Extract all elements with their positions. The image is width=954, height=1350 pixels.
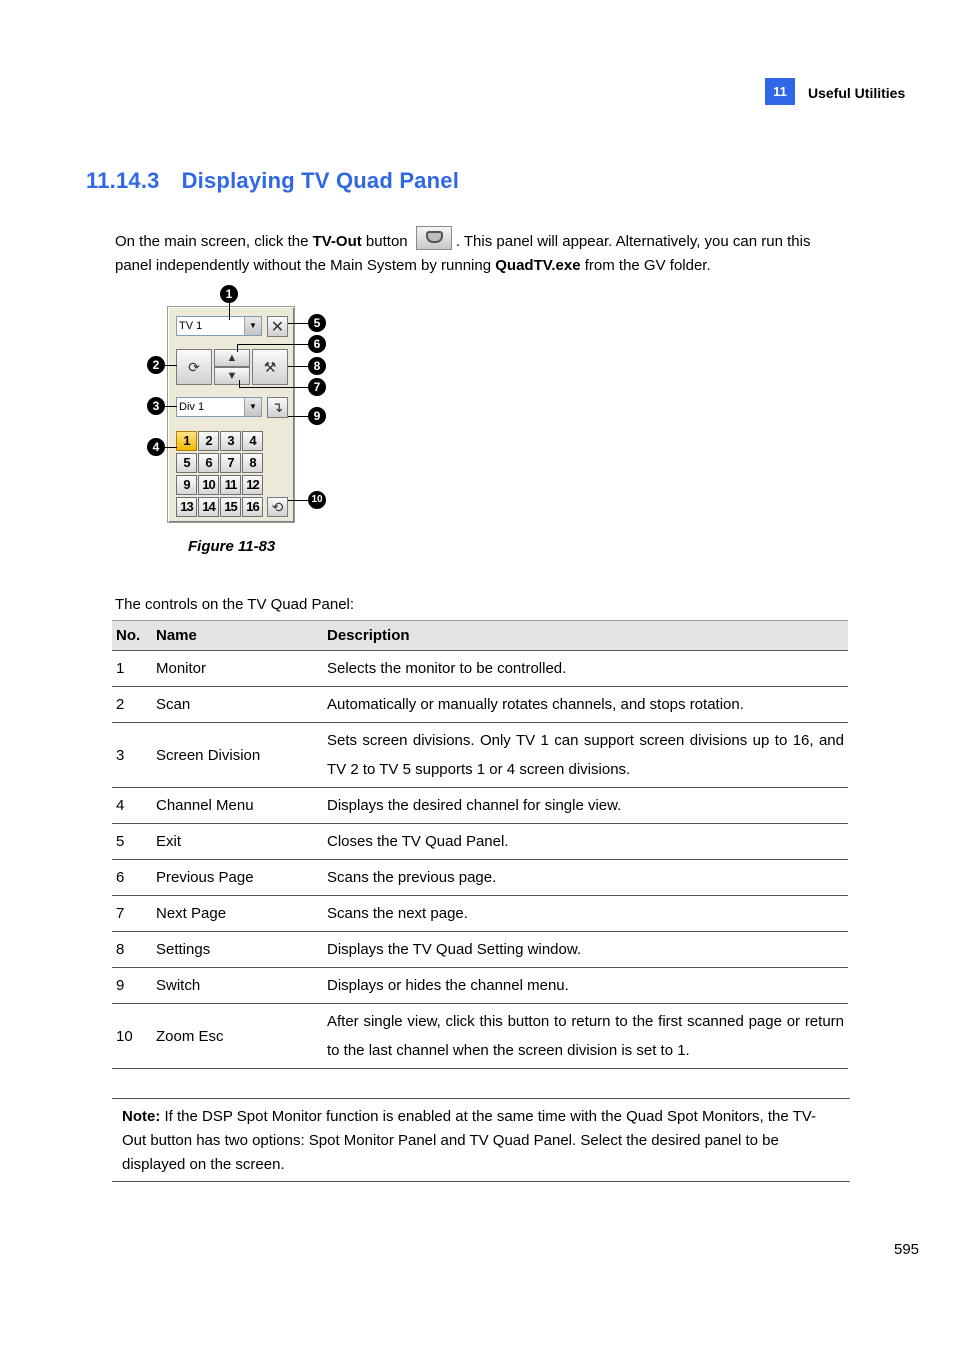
row-no: 2	[112, 687, 152, 723]
channel-button[interactable]: 4	[242, 431, 263, 451]
chapter-badge: 11	[765, 78, 795, 105]
chapter-title: Useful Utilities	[808, 85, 906, 101]
previous-page-button[interactable]	[214, 349, 250, 367]
row-name: Exit	[152, 824, 323, 860]
close-icon: ✕	[270, 318, 285, 336]
tools-icon: ⚒	[263, 358, 277, 375]
section-number: 11.14.3	[86, 168, 160, 193]
callout-leader	[288, 323, 308, 324]
callout-leader	[237, 344, 308, 345]
monitor-dropdown[interactable]	[176, 316, 262, 336]
row-name: Screen Division	[152, 723, 323, 788]
row-no: 1	[112, 651, 152, 687]
arrow-down-icon: ▼	[226, 370, 238, 382]
table-row	[112, 932, 848, 968]
channel-button[interactable]: 7	[220, 453, 241, 473]
intro-text-3: . This panel will appear. Alternatively, you can run this panel independently without the Main System by running	[115, 233, 811, 274]
table-row	[112, 896, 848, 932]
table-intro: The controls on the TV Quad Panel:	[115, 596, 355, 613]
switch-button[interactable]	[267, 397, 288, 418]
controls-table	[112, 620, 848, 1069]
row-name: Monitor	[152, 651, 323, 687]
switch-arrow-icon: ↴	[271, 399, 284, 415]
intro-text-4: from the GV folder.	[580, 257, 711, 274]
tv-out-button-icon	[416, 226, 452, 250]
header-name: Name	[152, 621, 323, 651]
callout-7: 7	[308, 378, 326, 396]
next-page-button[interactable]	[214, 367, 250, 385]
table-row	[112, 824, 848, 860]
channel-button[interactable]: 13	[176, 497, 197, 517]
note-label: Note:	[122, 1108, 161, 1125]
callout-leader	[288, 416, 308, 417]
scan-button[interactable]	[176, 349, 212, 385]
row-description: Displays the desired channel for single view.	[323, 788, 848, 824]
channel-button[interactable]: 16	[242, 497, 263, 517]
row-description: Closes the TV Quad Panel.	[323, 824, 848, 860]
channel-button[interactable]: 10	[198, 475, 219, 495]
channel-button[interactable]: 11	[220, 475, 241, 495]
callout-leader	[165, 406, 177, 407]
table-row	[112, 651, 848, 687]
table-header-row	[112, 621, 848, 651]
row-no: 4	[112, 788, 152, 824]
channel-button[interactable]: 3	[220, 431, 241, 451]
callout-10: 10	[308, 491, 326, 509]
row-description: After single view, click this button to return to the first scanned page or return to the last channel when the screen division is set to 1.	[323, 1004, 848, 1069]
row-description: Scans the previous page.	[323, 860, 848, 896]
callout-leader	[288, 366, 308, 367]
tv-quad-panel	[167, 306, 295, 523]
callout-leader	[239, 387, 308, 388]
intro-bold-quadtv: QuadTV.exe	[495, 257, 581, 274]
table-row	[112, 968, 848, 1004]
callout-leader	[165, 365, 177, 366]
row-name: Next Page	[152, 896, 323, 932]
callout-leader	[229, 303, 230, 320]
channel-button[interactable]: 6	[198, 453, 219, 473]
table-row	[112, 860, 848, 896]
callout-4: 4	[147, 438, 165, 456]
row-name: Channel Menu	[152, 788, 323, 824]
intro-bold-tvout: TV-Out	[312, 233, 362, 250]
row-description: Sets screen divisions. Only TV 1 can support screen divisions up to 16, and TV 2 to TV 5 supports 1 or 4 screen divisions.	[323, 723, 848, 788]
header-description: Description	[323, 621, 848, 651]
intro-text-1: On the main screen, click the	[115, 233, 313, 250]
channel-button[interactable]: 2	[198, 431, 219, 451]
page-number: 595	[894, 1241, 920, 1258]
row-name: Previous Page	[152, 860, 323, 896]
exit-button[interactable]	[267, 316, 288, 337]
callout-6: 6	[308, 335, 326, 353]
row-no: 7	[112, 896, 152, 932]
intro-text-2: button	[361, 233, 412, 250]
row-name: Switch	[152, 968, 323, 1004]
channel-button[interactable]: 1	[176, 431, 197, 451]
callout-9: 9	[308, 407, 326, 425]
row-description: Displays the TV Quad Setting window.	[323, 932, 848, 968]
scan-rotate-icon: ⟳	[188, 358, 200, 375]
callout-5: 5	[308, 314, 326, 332]
channel-button[interactable]: 5	[176, 453, 197, 473]
row-no: 8	[112, 932, 152, 968]
callout-2: 2	[147, 356, 165, 374]
row-name: Scan	[152, 687, 323, 723]
callout-leader	[165, 447, 177, 448]
section-title	[86, 168, 459, 194]
intro-paragraph	[115, 226, 835, 278]
callout-3: 3	[147, 397, 165, 415]
table-row	[112, 687, 848, 723]
channel-button[interactable]: 14	[198, 497, 219, 517]
chevron-down-icon: ▼	[244, 398, 261, 416]
refresh-icon: ⟲	[271, 498, 284, 515]
row-description: Displays or hides the channel menu.	[323, 968, 848, 1004]
header-no: No.	[112, 621, 152, 651]
screen-division-value: Div 1	[179, 401, 205, 413]
row-no: 6	[112, 860, 152, 896]
section-heading: Displaying TV Quad Panel	[181, 168, 460, 193]
callout-leader	[237, 344, 238, 352]
table-row	[112, 1004, 848, 1069]
channel-button[interactable]: 12	[242, 475, 263, 495]
row-no: 10	[112, 1004, 152, 1069]
row-name: Zoom Esc	[152, 1004, 323, 1069]
zoom-esc-button[interactable]	[267, 497, 288, 517]
settings-button[interactable]	[252, 349, 288, 385]
note-text: If the DSP Spot Monitor function is enabled at the same time with the Quad Spot Monitors, the TV-Out button has two options: Spot Monitor Panel and TV Quad Panel. Select the desired panel to be displayed on the screen.	[122, 1108, 816, 1173]
channel-button[interactable]: 9	[176, 475, 197, 495]
row-no: 3	[112, 723, 152, 788]
callout-1: 1	[220, 285, 238, 303]
callout-leader	[288, 500, 308, 501]
note-box	[112, 1098, 850, 1182]
arrow-up-icon: ▲	[226, 352, 238, 364]
channel-button[interactable]: 8	[242, 453, 263, 473]
figure-caption: Figure 11-83	[188, 538, 276, 555]
callout-8: 8	[308, 357, 326, 375]
row-no: 9	[112, 968, 152, 1004]
table-row	[112, 788, 848, 824]
screen-division-dropdown[interactable]	[176, 397, 262, 417]
row-description: Automatically or manually rotates channels, and stops rotation.	[323, 687, 848, 723]
row-no: 5	[112, 824, 152, 860]
monitor-dropdown-value: TV 1	[179, 320, 203, 332]
row-description: Selects the monitor to be controlled.	[323, 651, 848, 687]
chevron-down-icon: ▼	[244, 317, 261, 335]
row-description: Scans the next page.	[323, 896, 848, 932]
table-row	[112, 723, 848, 788]
row-name: Settings	[152, 932, 323, 968]
channel-button[interactable]: 15	[220, 497, 241, 517]
